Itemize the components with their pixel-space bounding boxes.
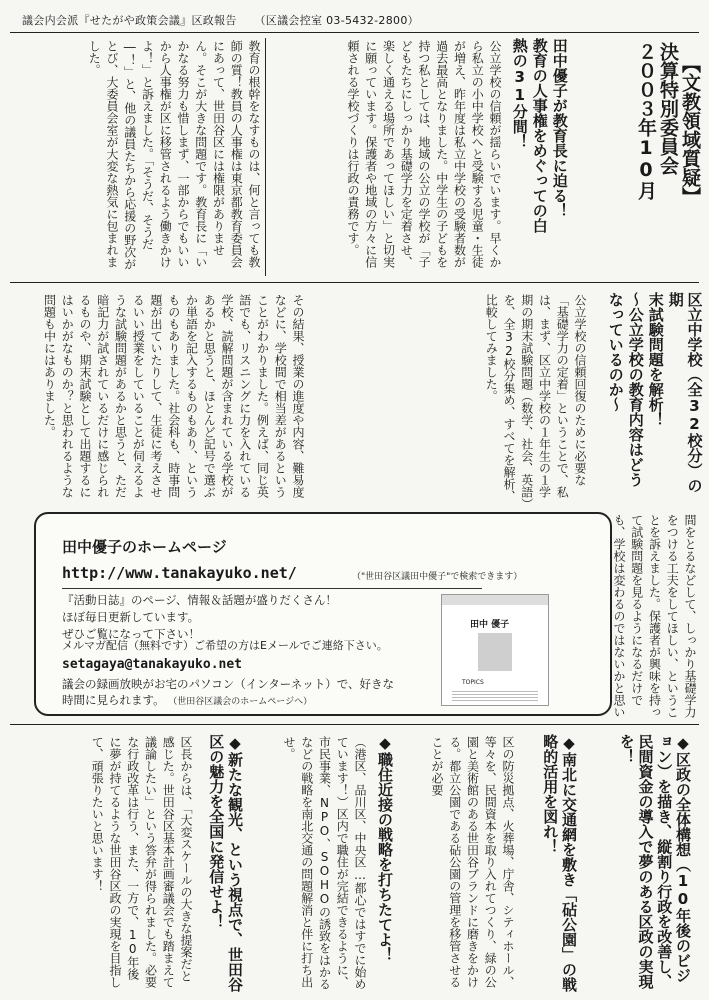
page-header [22,12,419,28]
homepage-underline [62,588,482,589]
homepage-line-2: ほぼ毎日更新しています。 [62,610,200,624]
exam-headline-b: 末試験問題を解析！ [646,292,665,427]
headline-sub: 【文教領域質疑】 [679,54,701,206]
header-contact: （区議会控室 03-5432-2800） [254,14,419,27]
work-heading: ◆職住近接の戦略を打ちたてよ！ [376,734,394,962]
lead-b: 教育の人事権をめぐっての白 [530,38,549,233]
tourism-body: 区長からは、「大変スケールの大きな提案だと感じた。世田谷区基本計画審議会でも踏まえて議論したい」という答弁が得られました。必要な行政改革は行う、また、一方で、10年後に夢が持てるような世田谷区政の実現を目指して、頑張りたいと思います！ [90,736,193,988]
work-body: （港区、品川区、中央区…都心ではすでに始めています！）区内で職住が完結できるように、市民事業、NPO、SOHOの誘致をはかるなどの戦略を南北交通の問題解消と伴に打ち出せ。 [282,736,367,990]
portrait-photo [478,633,512,671]
homepage-box [34,512,612,716]
homepage-line-1: 『活動日誌』のページ、情報＆話題が盛りだくさん！ [62,593,337,607]
header-title: 議会内会派『せたがや政策会議』区政報告 [22,14,237,27]
lead-a: 田中優子が教育長に迫る！ [550,38,569,218]
screenshot-name: 田中 優子 [470,620,510,630]
homepage-screenshot [441,594,549,706]
homepage-url-link[interactable]: http://www.tanakayuko.net/ [62,564,297,582]
tourism-heading: ◆新たな観光、という視点で、世田谷区の魅力を全国に発信せよ！ [207,734,244,992]
video-note: （世田谷区議会のホームページへ） [168,697,313,707]
column-divider [265,38,266,276]
email-link[interactable]: setagaya@tanakayuko.net [62,657,243,672]
screenshot-topics: TOPICS [462,679,484,686]
exam-headline-c: ～公立学校の教育内容はどう [626,292,645,487]
header-rule [10,32,699,33]
headline-date: ２００３年10月 [635,42,657,200]
exam-paragraph-2: その結果、授業の進度や内容、難易度などに、学校間で相当差があるということがわかりました。例えば、同じ英語でも、リスニングに力を入れている学校、読解問題が含まれている学校があるかと思うと、ほとんど記号で選ぶか単語を記入するものもあり、というものもありました。社会科も、時事問題が出ていたりして、生徒に考えさせるいい授業をしていることが伺えるような試験問題があるかと思うと、ただ暗記力が試されているだけに感じられるものや、期末試験として出題するにはいかがなものか？と思われるような問題も中にはありました。 [42,294,305,498]
section-rule [10,282,699,283]
kinuta-heading: ◆南北に交通網を敷き「砧公園」の戦略的活用を図れ！ [541,734,578,992]
kinuta-body: 区の防災拠点、火葬場、庁舎、シティホール、等々を、民間資本を取り入れてつくり、緑の公園と美術館のある世田谷ブランドに磨きをかける。都立公園である砧公園の管理を移管させることが必要 [430,736,515,988]
exam-paragraph-4: 間をとるなどして、しっかり基礎学力をつける工夫をしてほしい、ということを訴えました。保護者が興味を持って試験問題を見るようになるだけでも、学校は変わるのではないかと思い [612,514,697,718]
homepage-title: 田中優子のホームページ [62,538,227,556]
top-paragraph-2: 教育の根幹をなすものは、何と言っても教師の質！教員の人事権は東京都教育委員会にあって、世田谷区には権限がありません。そこが大きな問題です。教育長に「いかなる努力も惜しまず、一部からでもいいから人事権が区に移管されるよう働きかけよ！」と訴えました。「そうだ、そうだ―！」と、他の議員たちから応援の野次がとび、大委員会室が大変な熱気に包まれました。 [87,40,261,270]
homepage-search-note: （"世田谷区議田中優子"で検索できます） [352,572,523,582]
bottom-rule [10,724,699,725]
mail-note: メルマガ配信（無料です）ご希望の方はEメールでご連絡下さい。 [62,639,388,652]
video-line-b [62,692,312,710]
video-line-b-text: 時間に見られます。 [62,693,165,707]
exam-paragraph-1: 公立学校の信頼回復のために必要な「基礎学力の定着」ということで、私は、まず、区立中学校の１年生の１学期の期末試験問題（数学、社会、英語）を、全32校分集め、すべてを解析、比較してみました。 [484,294,587,504]
lead-c: 熱の31分間！ [510,38,529,149]
video-line-a: 議会の録画放映がお宅のパソコン（インターネット）で、好きな [62,677,395,691]
screenshot-text-lines [452,689,538,701]
screenshot-bar [442,595,548,605]
exam-headline-a: 区立中学校（全32校分）の期 [666,292,704,493]
top-paragraph-1: 公立学校の信頼が揺らいでいます。早くから私立の小中学校へと受験する児童・生徒が増え、昨年度は私立中学校の受験者数が過去最高となりました。中学生の子どもを持つ私としては、地域の公立の学校が「子どもたちにしっかり基礎学力を定着させ、楽しく通える場所であってほしい」と切実に願っています。保護者や地域の方々に信頼される学校づくりは行政の責務です。 [346,40,502,268]
headline-main: 決算特別委員会 [657,42,679,175]
homepage-line-3: ぜひご覧になって下さい！ [62,627,200,641]
exam-headline-d: なっているのか～ [606,292,625,412]
vision-heading: ◆区政の全体構想（10年後のビジョン）を描き、縦割り行政を改善し、民間資金の導入で夢のある区政の実現を！ [617,734,692,989]
